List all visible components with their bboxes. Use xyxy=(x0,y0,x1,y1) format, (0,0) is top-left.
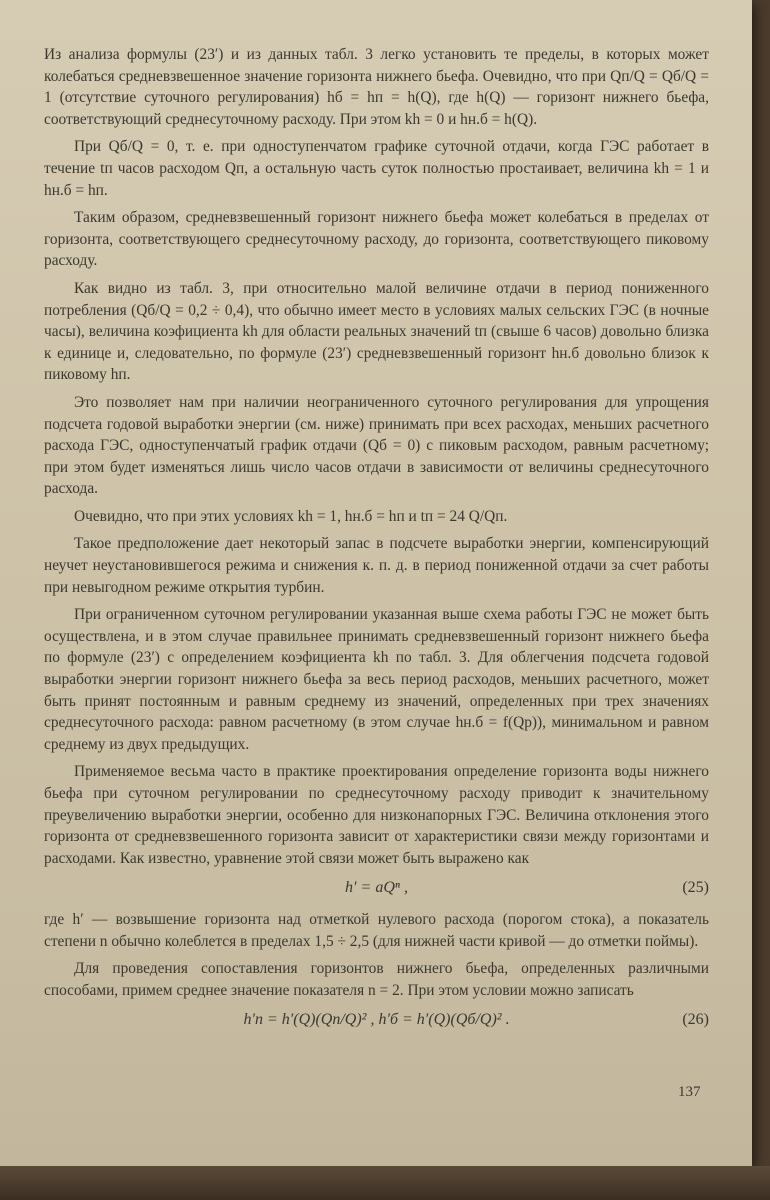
formula-25-expression: h′ = aQⁿ , xyxy=(345,879,408,897)
page-number: 137 xyxy=(678,1084,701,1100)
formula-26 xyxy=(44,1009,709,1031)
paragraph-7: Такое предположение дает некоторый запас в подсчете выработки энергии, компенсирующий неучет неустановившегося режима и снижения к. п. д. в период пониженной отдачи за счет работы при невыгодном режиме открытия турбин. xyxy=(44,535,709,596)
paragraph-3: Таким образом, средневзвешенный горизонт нижнего бьефа может колебаться в пределах от горизонта, соответствующего среднесуточному расходу, до горизонта, соответствующего пиковому расходу. xyxy=(44,209,709,270)
paragraph-before-26: Для проведения сопоставления горизонтов нижнего бьефа, определенных различными способами, примем среднее значение показателя n = 2. При этом условии можно записать xyxy=(44,960,709,999)
desk-background xyxy=(0,1166,770,1200)
formula-26-number: (26) xyxy=(682,1011,709,1029)
formula-25 xyxy=(44,877,709,899)
page-body xyxy=(44,44,709,1041)
paragraph-after-25: где h′ — возвышение горизонта над отметкой нулевого расхода (порогом стока), а показатель степени n обычно колеблется в пределах 1,5 ÷ 2,5 (для нижней части кривой — до отметки поймы). xyxy=(44,910,709,950)
paragraph-9: Применяемое весьма часто в практике проектирования определение горизонта воды нижнего бьефа при суточном регулировании по среднесуточному расходу приводит к значительному преувеличению выработки энергии, особенно для низконапорных ГЭС. Величина отклонения этого горизонта от средневзвешенного горизонта зависит от характеристики связи между горизонтами и расходами. Как известно, уравнение этой связи может быть выражено как xyxy=(44,763,709,867)
paragraph-1: Из анализа формулы (23′) и из данных табл. 3 легко установить те пределы, в которых может колебаться средневзвешенное значение горизонта нижнего бьефа. Очевидно, что при Qп/Q = Qб/Q = 1 (отсутствие суточного регулирования) hб = hп = h(Q), где h(Q) — горизонт нижнего бьефа, соответствующий среднесуточному расходу. При этом kh = 0 и hн.б = h(Q). xyxy=(44,46,709,128)
paragraph-4: Как видно из табл. 3, при относительно малой величине отдачи в период пониженного потребления (Qб/Q = 0,2 ÷ 0,4), что обычно имеет место в условиях малых сельских ГЭС (в ночные часы), величина коэфициента kh для области реальных значений tп (свыше 6 часов) довольно близка к единице и, следовательно, по формуле (23′) средневзвешенный горизонт hн.б довольно близок к пиковому hп. xyxy=(44,279,709,384)
paragraph-2: При Qб/Q = 0, т. е. при одноступенчатом графике суточной отдачи, когда ГЭС работает в течение tп часов расходом Qп, а остальную часть суток полностью простаивает, величина kh = 1 и hн.б = hп. xyxy=(44,138,709,199)
paragraph-5: Это позволяет нам при наличии неограниченного суточного регулирования для упрощения подсчета годовой выработки энергии (см. ниже) принимать при всех расходах, меньших расчетного расхода ГЭС, одноступенчатый график отдачи (Qб = 0) с пиковым расходом, равным расчетному; при этом будет изменяться лишь число часов отдачи в зависимости от величины среднесуточного расхода. xyxy=(44,393,709,498)
paragraph-8: При ограниченном суточном регулировании указанная выше схема работы ГЭС не может быть осуществлена, и в этом случае правильнее принимать средневзвешенный горизонт нижнего бьефа по формуле (23′) с определением коэфициента kh по табл. 3. Для облегчения подсчета годовой выработки энергии горизонт нижнего бьефа за весь период расходов, меньших расчетного, может быть принят постоянным и равным среднему из значений, определенных при трех значениях среднесуточного расхода: равном расчетному (в этом случае hн.б = f(Qр)), минимальном и равном среднему из двух предыдущих. xyxy=(44,606,709,753)
paragraph-6: Очевидно, что при этих условиях kh = 1, hн.б = hп и tп = 24 Q/Qп. xyxy=(74,507,508,525)
formula-25-number: (25) xyxy=(682,879,709,897)
formula-26-expression: h′п = h′(Q)(Qп/Q)² , h′б = h′(Q)(Qб/Q)² . xyxy=(243,1011,510,1029)
